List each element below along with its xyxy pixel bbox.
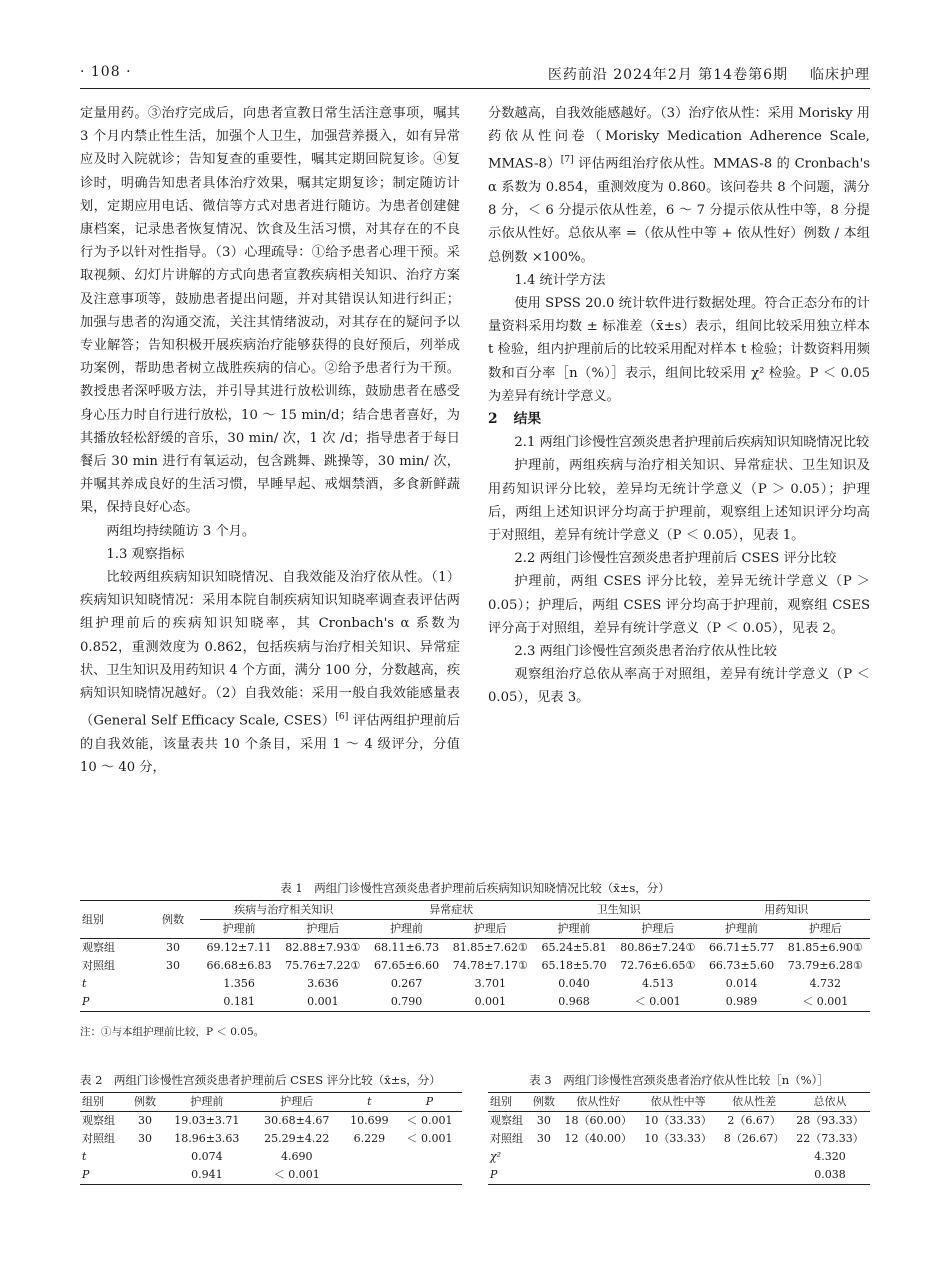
results-heading: 2 结果: [488, 411, 542, 428]
table2-header: P: [397, 1093, 462, 1112]
paragraph: 比较两组疾病知识知晓情况、自我效能及治疗依从性。（1）疾病知识知晓情况：采用本院自制疾病知识知晓率调查表评估两组护理前后的疾病知识知晓率，其 Cronbach's α 系数为 0.852，重测效度为 0.862，包括疾病与治疗相关知识、异常症状、卫生知识及用药知识 4 个方面，满分 100 分，分数越高，疾病知识知晓情况越好。（2）自我效能：采用一般自我效能感量表（General Self Efficacy Scale, CSES）[6] 评估两组护理前后的自我效能，该量表共 10 个条目，采用 1 ～ 4 级评分，分值 10 ～ 40 分，: [80, 570, 461, 776]
journal-name: 医药前沿 2024年2月 第14卷第6期: [547, 67, 788, 83]
table-row: 对照组 30 66.68±6.83 75.76±7.22① 67.65±6.60 74.78±7.17① 65.18±5.70 72.76±6.65① 66.73±5.60 73.79±6.28①: [82, 959, 863, 972]
table1-header: 护理前: [535, 920, 613, 939]
table-row: 观察组 30 19.03±3.71 30.68±4.67 10.699 ＜ 0.001: [82, 1114, 453, 1127]
page-number: · 108 ·: [80, 64, 132, 80]
section-heading: 1.4 统计学方法: [514, 272, 606, 288]
table1-header: 护理前: [367, 920, 445, 939]
table1-header: 护理前: [702, 920, 780, 939]
table1-header: 护理后: [446, 920, 535, 939]
table-row: 对照组 30 12（40.00） 10（33.33） 8（26.67） 22（73.33）: [490, 1132, 864, 1145]
paragraph: 观察组治疗总依从率高于对照组，差异有统计学意义（P ＜ 0.05），见表 3。: [488, 667, 870, 706]
paragraph: 分数越高，自我效能感越好。（3）治疗依从性：采用 Morisky 用药依从性问卷（Morisky Medication Adherence Scale, MMAS-8）[7] 评估两组治疗依从性。MMAS-8 的 Cronbach's α 系数为 0.854，重测效度为 0.860。该问卷共 8 个问题，满分 8 分，＜ 6 分提示依从性差，6 ～ 7 分提示依从性中等，8 分提示依从性好。总依从率 =（依从性中等 + 依从性好）例数 / 本组总例数 ×100%。: [488, 106, 870, 265]
paragraph: 使用 SPSS 20.0 统计软件进行数据处理。符合正态分布的计量资料采用均数 ± 标准差（x̄±s）表示，组间比较采用独立样本 t 检验，组内护理前后的比较采用配对样本 t 检验；计数资料用频数和百分率［n（%）］表示，组间比较采用 χ² 检验。P ＜ 0.05 为差异有统计学意义。: [488, 296, 870, 404]
table1-header: 护理后: [278, 920, 367, 939]
table-row: 观察组 30 69.12±7.11 82.88±7.93① 68.11±6.73 81.85±7.62① 65.24±5.81 80.86±7.24① 66.71±5.77 81.85±6.90①: [82, 941, 863, 954]
table2-header: 例数: [128, 1093, 162, 1112]
table3-header: 依从性差: [718, 1093, 790, 1112]
table1: [80, 900, 870, 1012]
paragraph: 护理前，两组 CSES 评分比较，差异无统计学意义（P ＞ 0.05）；护理后，两组 CSES 评分均高于护理前，观察组 CSES 评分高于对照组，差异有统计学意义（P ＜ 0.05），见表 2。: [488, 574, 870, 636]
section-name: 临床护理: [810, 67, 870, 83]
journal-info: [548, 64, 870, 84]
table1-header: 护理前: [200, 920, 278, 939]
left-column: [80, 102, 460, 779]
table3-header: 总依从: [790, 1093, 870, 1112]
table3-header: 例数: [529, 1093, 558, 1112]
right-column: [488, 102, 870, 710]
table2-header: 护理前: [162, 1093, 252, 1112]
running-header: [80, 62, 870, 84]
table2-header: t: [342, 1093, 397, 1112]
table2-header: 护理后: [252, 1093, 342, 1112]
section-heading: 1.3 观察指标: [106, 546, 185, 562]
header-rule: [80, 88, 870, 89]
section-heading: 2.1 两组门诊慢性宫颈炎患者护理前后疾病知识知晓情况比较: [514, 435, 870, 451]
citation: [6]: [335, 711, 349, 723]
table3-header: 依从性中等: [638, 1093, 718, 1112]
table-row: t 1.356 3.636 0.267 3.701 0.040 4.513 0.014 4.732: [82, 977, 842, 990]
citation: [7]: [560, 154, 574, 166]
table1-header: 护理后: [781, 920, 870, 939]
table-row: 观察组 30 18（60.00） 10（33.33） 2（6.67） 28（93.33）: [490, 1114, 864, 1127]
paragraph: 护理前，两组疾病与治疗相关知识、异常症状、卫生知识及用药知识评分比较，差异均无统计学意义（P ＞ 0.05）；护理后，两组上述知识评分均高于护理前，观察组上述知识评分均高于对照组，差异有统计学意义（P ＜ 0.05），见表 1。: [488, 458, 870, 544]
table-row: t 0.074 4.690: [82, 1150, 313, 1163]
table-row: χ² 4.320: [490, 1150, 846, 1163]
table2-caption: 表 2 两组门诊慢性宫颈炎患者护理前后 CSES 评分比较（x̄±s，分）: [80, 1073, 441, 1087]
table1-note: 注：①与本组护理前比较，P ＜ 0.05。: [80, 1026, 265, 1038]
section-heading: 2.2 两组门诊慢性宫颈炎患者护理前后 CSES 评分比较: [514, 551, 837, 567]
table1-header: 疾病与治疗相关知识: [200, 901, 367, 920]
table1-header: 用药知识: [702, 901, 870, 920]
section-heading: 2.3 两组门诊慢性宫颈炎患者治疗依从性比较: [514, 644, 777, 660]
table1-header: 卫生知识: [535, 901, 702, 920]
table-row: P 0.941 ＜ 0.001: [80, 1166, 462, 1185]
table1-header: 护理后: [613, 920, 702, 939]
table3-caption: 表 3 两组门诊慢性宫颈炎患者治疗依从性比较［n（%）］: [529, 1073, 829, 1087]
table1-header: 例数: [146, 901, 200, 939]
table-row: 对照组 30 18.96±3.63 25.29±4.22 6.229 ＜ 0.001: [82, 1132, 453, 1145]
table3-header: 组别: [488, 1093, 529, 1112]
table3: [488, 1092, 870, 1185]
table1-header: 异常症状: [367, 901, 534, 920]
paragraph: 定量用药。③治疗完成后，向患者宣教日常生活注意事项，嘱其 3 个月内禁止性生活，加强个人卫生，加强营养摄入，如有异常应及时入院就诊；告知复查的重要性，嘱其定期回院复诊。④复诊时，明确告知患者具体治疗效果，嘱其定期复诊；制定随访计划，定期应用电话、微信等方式对患者进行随访。为患者创建健康档案，记录患者恢复情况、饮食及生活习惯，对其存在的不良行为予以针对性指导。（3）心理疏导：①给予患者心理干预。采取视频、幻灯片讲解的方式向患者宣教疾病相关知识、治疗方案及注意事项等，鼓励患者提出问题，并对其错误认知进行纠正；加强与患者的沟通交流，关注其情绪波动，对其存在的疑问予以专业解答；告知积极开展疾病治疗能够获得的良好预后，列举成功案例，帮助患者树立战胜疾病的信心。②给予患者行为干预。教授患者深呼吸方法，并引导其进行放松训练，鼓励患者在感受身心压力时自行进行放松，10 ～ 15 min/d；结合患者喜好，为其播放轻松舒缓的音乐，30 min/ 次，1 次 /d；指导患者于每日餐后 30 min 进行有氧运动，包含跳舞、跳操等，30 min/ 次，并嘱其养成良好的生活习惯，早睡早起、戒烟禁酒，多食新鲜蔬果，保持良好心态。: [80, 106, 460, 516]
paragraph: 两组均持续随访 3 个月。: [106, 523, 256, 539]
table-row: P 0.181 0.001 0.790 0.001 0.968 ＜ 0.001 0.989 ＜ 0.001: [80, 993, 870, 1012]
table2-header: 组别: [80, 1093, 128, 1112]
table1-caption: 表 1 两组门诊慢性宫颈炎患者护理前后疾病知识知晓情况比较（x̄±s，分）: [280, 881, 670, 895]
table-row: P 0.038: [488, 1166, 870, 1185]
table3-header: 依从性好: [558, 1093, 638, 1112]
table1-header: 组别: [80, 901, 146, 939]
table2: [80, 1092, 462, 1185]
